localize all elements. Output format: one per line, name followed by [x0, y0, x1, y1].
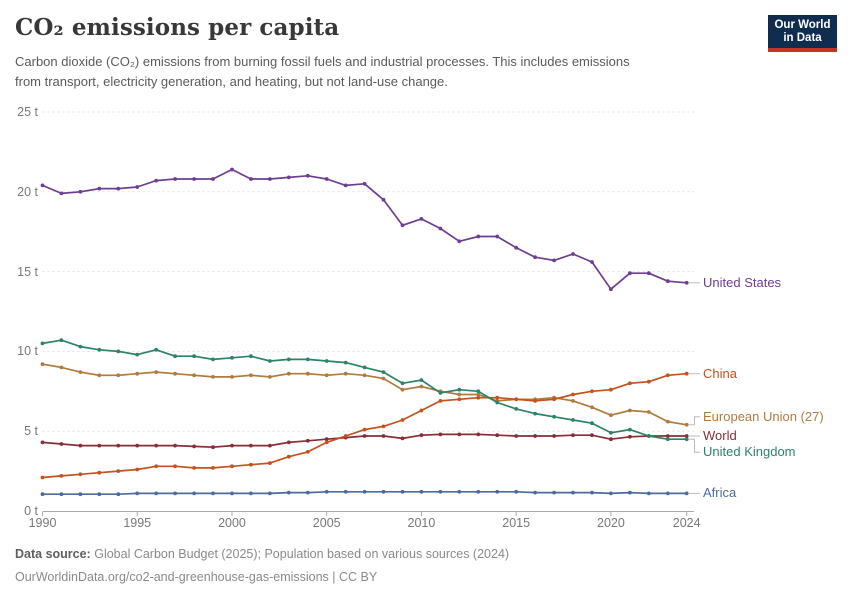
legend-label-united-kingdom[interactable]: United Kingdom — [703, 444, 796, 460]
point-china-2006[interactable] — [344, 434, 348, 438]
point-united-states-2001[interactable] — [249, 177, 253, 181]
y-tick-label-0t: 0 t — [24, 504, 38, 518]
point-united-states-2019[interactable] — [590, 260, 594, 264]
point-united-kingdom-2012[interactable] — [457, 388, 461, 392]
point-european-union-27-1994[interactable] — [116, 373, 120, 377]
point-united-kingdom-1990[interactable] — [41, 342, 45, 346]
point-united-kingdom-2020[interactable] — [609, 431, 613, 435]
point-world-2012[interactable] — [457, 433, 461, 437]
point-world-1991[interactable] — [60, 442, 64, 446]
series-world[interactable] — [41, 433, 689, 450]
point-united-states-1997[interactable] — [173, 177, 177, 181]
point-china-2024[interactable] — [685, 372, 689, 376]
point-china-2010[interactable] — [420, 409, 424, 413]
point-china-2020[interactable] — [609, 388, 613, 392]
owid-logo-line1: Our World — [774, 19, 831, 31]
point-united-states-2020[interactable] — [609, 287, 613, 291]
point-africa-2003[interactable] — [287, 491, 291, 495]
point-china-1992[interactable] — [79, 472, 83, 476]
point-africa-2009[interactable] — [401, 490, 405, 494]
point-united-states-2022[interactable] — [647, 271, 651, 275]
point-china-1998[interactable] — [192, 466, 196, 470]
point-world-2018[interactable] — [571, 433, 575, 437]
point-africa-2020[interactable] — [609, 492, 613, 496]
data-source-text: Global Carbon Budget (2025); Population based on various sources (2024) — [94, 547, 510, 561]
point-africa-2007[interactable] — [363, 490, 367, 494]
point-africa-2024[interactable] — [685, 492, 689, 496]
point-european-union-27-1999[interactable] — [211, 375, 215, 379]
point-china-1990[interactable] — [41, 476, 45, 480]
point-world-2016[interactable] — [533, 434, 537, 438]
point-china-2022[interactable] — [647, 380, 651, 384]
point-united-kingdom-1998[interactable] — [192, 354, 196, 358]
series-africa[interactable] — [41, 490, 689, 496]
point-united-kingdom-2011[interactable] — [439, 391, 443, 395]
point-united-kingdom-1994[interactable] — [116, 350, 120, 354]
point-united-states-2009[interactable] — [401, 223, 405, 227]
point-united-states-2007[interactable] — [363, 182, 367, 186]
chart-subtitle-line2: from transport, electricity generation, and heating, but not land-use change. — [15, 74, 448, 89]
point-european-union-27-2007[interactable] — [363, 373, 367, 377]
point-africa-2015[interactable] — [514, 490, 518, 494]
point-africa-2012[interactable] — [457, 490, 461, 494]
point-united-kingdom-2024[interactable] — [685, 437, 689, 441]
point-united-states-2000[interactable] — [230, 168, 234, 172]
x-tick-label-2010: 2010 — [407, 516, 436, 530]
point-european-union-27-2024[interactable] — [685, 423, 689, 427]
point-world-1992[interactable] — [79, 444, 83, 448]
point-united-kingdom-1996[interactable] — [154, 348, 158, 352]
series-line-united-kingdom[interactable] — [43, 340, 687, 439]
point-africa-1992[interactable] — [79, 492, 83, 496]
point-china-2004[interactable] — [306, 450, 310, 454]
point-africa-1990[interactable] — [41, 492, 45, 496]
point-united-states-2010[interactable] — [420, 217, 424, 221]
point-africa-2018[interactable] — [571, 491, 575, 495]
point-united-states-2002[interactable] — [268, 177, 272, 181]
point-world-2009[interactable] — [401, 437, 405, 441]
point-china-1997[interactable] — [173, 464, 177, 468]
point-united-states-1998[interactable] — [192, 177, 196, 181]
x-tick-label-1995: 1995 — [123, 516, 152, 530]
point-european-union-27-1993[interactable] — [97, 373, 101, 377]
point-european-union-27-2023[interactable] — [666, 420, 670, 424]
point-world-2008[interactable] — [382, 434, 386, 438]
point-china-2005[interactable] — [325, 441, 329, 445]
point-united-states-1993[interactable] — [97, 187, 101, 191]
point-european-union-27-2005[interactable] — [325, 373, 329, 377]
point-united-states-1994[interactable] — [116, 187, 120, 191]
chart-subtitle-line1: Carbon dioxide (CO₂) emissions from burning fossil fuels and industrial processes. This includes emissions — [15, 54, 630, 69]
point-africa-2021[interactable] — [628, 491, 632, 495]
point-european-union-27-2006[interactable] — [344, 372, 348, 376]
point-world-1994[interactable] — [116, 444, 120, 448]
legend-label-world[interactable]: World — [703, 427, 737, 443]
point-world-2000[interactable] — [230, 444, 234, 448]
legend-label-china[interactable]: China — [703, 365, 737, 381]
point-china-2021[interactable] — [628, 381, 632, 385]
x-tick-label-2020: 2020 — [597, 516, 625, 530]
point-united-states-2023[interactable] — [666, 279, 670, 283]
point-european-union-27-2019[interactable] — [590, 405, 594, 409]
series-line-european-union-27[interactable] — [43, 364, 687, 425]
point-united-states-2008[interactable] — [382, 198, 386, 202]
point-european-union-27-2012[interactable] — [457, 393, 461, 397]
x-tick-label-1990: 1990 — [28, 516, 57, 530]
point-china-1999[interactable] — [211, 466, 215, 470]
point-china-2007[interactable] — [363, 428, 367, 432]
point-china-2000[interactable] — [230, 464, 234, 468]
point-united-kingdom-2009[interactable] — [401, 381, 405, 385]
point-world-1999[interactable] — [211, 445, 215, 449]
point-africa-2022[interactable] — [647, 492, 651, 496]
point-africa-1993[interactable] — [97, 492, 101, 496]
point-africa-1999[interactable] — [211, 492, 215, 496]
x-tick-label-2015: 2015 — [502, 516, 531, 530]
point-united-kingdom-2001[interactable] — [249, 354, 253, 358]
point-european-union-27-2010[interactable] — [420, 385, 424, 389]
point-china-2008[interactable] — [382, 425, 386, 429]
point-united-kingdom-2022[interactable] — [647, 434, 651, 438]
point-china-2002[interactable] — [268, 461, 272, 465]
point-africa-2008[interactable] — [382, 490, 386, 494]
x-tick-label-2005: 2005 — [312, 516, 341, 530]
point-china-1994[interactable] — [116, 469, 120, 473]
point-china-2009[interactable] — [401, 418, 405, 422]
y-tick-label-10t: 10 t — [17, 344, 38, 359]
point-africa-2005[interactable] — [325, 490, 329, 494]
point-africa-2006[interactable] — [344, 490, 348, 494]
legend-label-africa[interactable]: Africa — [703, 485, 737, 501]
point-world-2013[interactable] — [476, 433, 480, 437]
point-united-states-1996[interactable] — [154, 179, 158, 183]
point-united-states-2006[interactable] — [344, 184, 348, 188]
point-united-kingdom-2015[interactable] — [514, 407, 518, 411]
point-european-union-27-1995[interactable] — [135, 372, 139, 376]
point-africa-2013[interactable] — [476, 490, 480, 494]
point-united-states-2024[interactable] — [685, 281, 689, 285]
point-china-1995[interactable] — [135, 468, 139, 472]
point-european-union-27-1996[interactable] — [154, 370, 158, 374]
point-european-union-27-2002[interactable] — [268, 375, 272, 379]
data-source-label: Data source: — [15, 547, 91, 561]
legend-label-european-union-27[interactable]: European Union (27) — [703, 408, 824, 424]
point-european-union-27-2001[interactable] — [249, 373, 253, 377]
point-united-states-2004[interactable] — [306, 174, 310, 178]
point-world-2010[interactable] — [420, 433, 424, 437]
point-africa-2011[interactable] — [439, 490, 443, 494]
point-world-1990[interactable] — [41, 441, 45, 445]
point-united-kingdom-2019[interactable] — [590, 421, 594, 425]
point-china-2023[interactable] — [666, 373, 670, 377]
point-united-kingdom-2023[interactable] — [666, 437, 670, 441]
point-united-states-1995[interactable] — [135, 185, 139, 189]
point-united-kingdom-2000[interactable] — [230, 356, 234, 360]
point-china-1993[interactable] — [97, 471, 101, 475]
point-united-kingdom-2007[interactable] — [363, 366, 367, 370]
point-world-1996[interactable] — [154, 444, 158, 448]
point-world-2011[interactable] — [439, 433, 443, 437]
point-united-kingdom-1993[interactable] — [97, 348, 101, 352]
point-european-union-27-1992[interactable] — [79, 370, 83, 374]
page-title: CO₂ emissions per capita — [15, 14, 340, 41]
point-united-kingdom-1991[interactable] — [60, 338, 64, 342]
point-africa-2014[interactable] — [495, 490, 499, 494]
point-world-1997[interactable] — [173, 444, 177, 448]
y-tick-label-20t: 20 t — [17, 184, 38, 199]
point-world-2003[interactable] — [287, 441, 291, 445]
point-united-states-2021[interactable] — [628, 271, 632, 275]
point-united-states-2016[interactable] — [533, 255, 537, 259]
point-european-union-27-2008[interactable] — [382, 377, 386, 381]
point-china-2003[interactable] — [287, 455, 291, 459]
point-africa-1995[interactable] — [135, 492, 139, 496]
point-united-kingdom-2016[interactable] — [533, 412, 537, 416]
point-united-states-2018[interactable] — [571, 252, 575, 256]
point-united-states-1991[interactable] — [60, 192, 64, 196]
point-united-kingdom-2004[interactable] — [306, 358, 310, 362]
point-china-2015[interactable] — [514, 397, 518, 401]
point-united-states-2003[interactable] — [287, 176, 291, 180]
point-world-2002[interactable] — [268, 444, 272, 448]
chart-footer — [15, 545, 509, 591]
y-tick-label-15t: 15 t — [17, 264, 38, 279]
point-china-2019[interactable] — [590, 389, 594, 393]
legend-connector-european-union-27 — [689, 417, 700, 425]
point-china-2012[interactable] — [457, 397, 461, 401]
point-united-kingdom-2006[interactable] — [344, 361, 348, 365]
point-united-kingdom-2008[interactable] — [382, 370, 386, 374]
point-world-2001[interactable] — [249, 444, 253, 448]
point-european-union-27-1998[interactable] — [192, 373, 196, 377]
point-european-union-27-2022[interactable] — [647, 410, 651, 414]
point-united-kingdom-1992[interactable] — [79, 345, 83, 349]
point-africa-2023[interactable] — [666, 492, 670, 496]
point-world-2017[interactable] — [552, 434, 556, 438]
point-european-union-27-2020[interactable] — [609, 413, 613, 417]
point-united-kingdom-2017[interactable] — [552, 415, 556, 419]
point-united-states-2014[interactable] — [495, 235, 499, 239]
series-united-states[interactable] — [41, 168, 689, 292]
point-world-1993[interactable] — [97, 444, 101, 448]
point-china-2001[interactable] — [249, 463, 253, 467]
point-united-states-2011[interactable] — [439, 227, 443, 231]
point-world-2014[interactable] — [495, 433, 499, 437]
series-line-china[interactable] — [43, 374, 687, 478]
point-world-1995[interactable] — [135, 444, 139, 448]
point-china-2017[interactable] — [552, 397, 556, 401]
series-china[interactable] — [41, 372, 689, 480]
point-world-2004[interactable] — [306, 439, 310, 443]
point-european-union-27-2018[interactable] — [571, 399, 575, 403]
point-africa-2019[interactable] — [590, 491, 594, 495]
point-european-union-27-1991[interactable] — [60, 366, 64, 370]
point-european-union-27-2021[interactable] — [628, 409, 632, 413]
footer-license-link[interactable]: OurWorldinData.org/co2-and-greenhouse-gas-emissions | CC BY — [15, 570, 378, 584]
point-africa-1991[interactable] — [60, 492, 64, 496]
point-united-kingdom-1999[interactable] — [211, 358, 215, 362]
point-china-2014[interactable] — [495, 396, 499, 400]
point-united-kingdom-2018[interactable] — [571, 418, 575, 422]
point-china-2018[interactable] — [571, 393, 575, 397]
point-united-kingdom-2010[interactable] — [420, 378, 424, 382]
point-africa-2000[interactable] — [230, 492, 234, 496]
point-united-states-2017[interactable] — [552, 259, 556, 263]
legend-connector-united-kingdom — [689, 439, 700, 452]
y-tick-label-25t: 25 t — [17, 105, 38, 119]
point-world-2007[interactable] — [363, 434, 367, 438]
point-africa-2010[interactable] — [420, 490, 424, 494]
point-africa-1998[interactable] — [192, 492, 196, 496]
point-european-union-27-2003[interactable] — [287, 372, 291, 376]
point-united-states-1990[interactable] — [41, 184, 45, 188]
point-united-states-1999[interactable] — [211, 177, 215, 181]
point-world-2020[interactable] — [609, 437, 613, 441]
point-china-2016[interactable] — [533, 399, 537, 403]
point-china-1996[interactable] — [154, 464, 158, 468]
point-united-kingdom-2003[interactable] — [287, 358, 291, 362]
point-european-union-27-1990[interactable] — [41, 362, 45, 366]
point-africa-2002[interactable] — [268, 492, 272, 496]
y-tick-label-5t: 5 t — [24, 424, 38, 439]
point-united-kingdom-2005[interactable] — [325, 359, 329, 363]
point-united-states-1992[interactable] — [79, 190, 83, 194]
point-africa-1994[interactable] — [116, 492, 120, 496]
point-africa-2016[interactable] — [533, 491, 537, 495]
point-china-1991[interactable] — [60, 474, 64, 478]
point-european-union-27-2004[interactable] — [306, 372, 310, 376]
point-china-2011[interactable] — [439, 399, 443, 403]
point-united-states-2005[interactable] — [325, 177, 329, 181]
point-european-union-27-1997[interactable] — [173, 372, 177, 376]
point-africa-2001[interactable] — [249, 492, 253, 496]
point-africa-1996[interactable] — [154, 492, 158, 496]
series-european-union-27[interactable] — [41, 362, 689, 426]
x-tick-label-2000: 2000 — [218, 516, 246, 530]
point-united-kingdom-2002[interactable] — [268, 359, 272, 363]
point-united-states-2012[interactable] — [457, 239, 461, 243]
point-china-2013[interactable] — [476, 396, 480, 400]
point-united-kingdom-1997[interactable] — [173, 354, 177, 358]
x-tick-label-2024: 2024 — [672, 516, 701, 530]
point-european-union-27-2000[interactable] — [230, 375, 234, 379]
point-world-1998[interactable] — [192, 445, 196, 449]
point-world-2021[interactable] — [628, 435, 632, 439]
owid-logo-line2: in Data — [783, 32, 822, 44]
point-united-kingdom-1995[interactable] — [135, 353, 139, 357]
legend-label-united-states[interactable]: United States — [703, 274, 782, 290]
point-world-2015[interactable] — [514, 434, 518, 438]
point-united-kingdom-2013[interactable] — [476, 389, 480, 393]
point-united-states-2013[interactable] — [476, 235, 480, 239]
point-world-2019[interactable] — [590, 433, 594, 437]
point-united-states-2015[interactable] — [514, 246, 518, 250]
point-european-union-27-2009[interactable] — [401, 388, 405, 392]
point-united-kingdom-2014[interactable] — [495, 401, 499, 405]
point-united-kingdom-2021[interactable] — [628, 428, 632, 432]
data-source-line — [15, 545, 509, 564]
point-africa-2017[interactable] — [552, 491, 556, 495]
point-africa-1997[interactable] — [173, 492, 177, 496]
point-africa-2004[interactable] — [306, 491, 310, 495]
